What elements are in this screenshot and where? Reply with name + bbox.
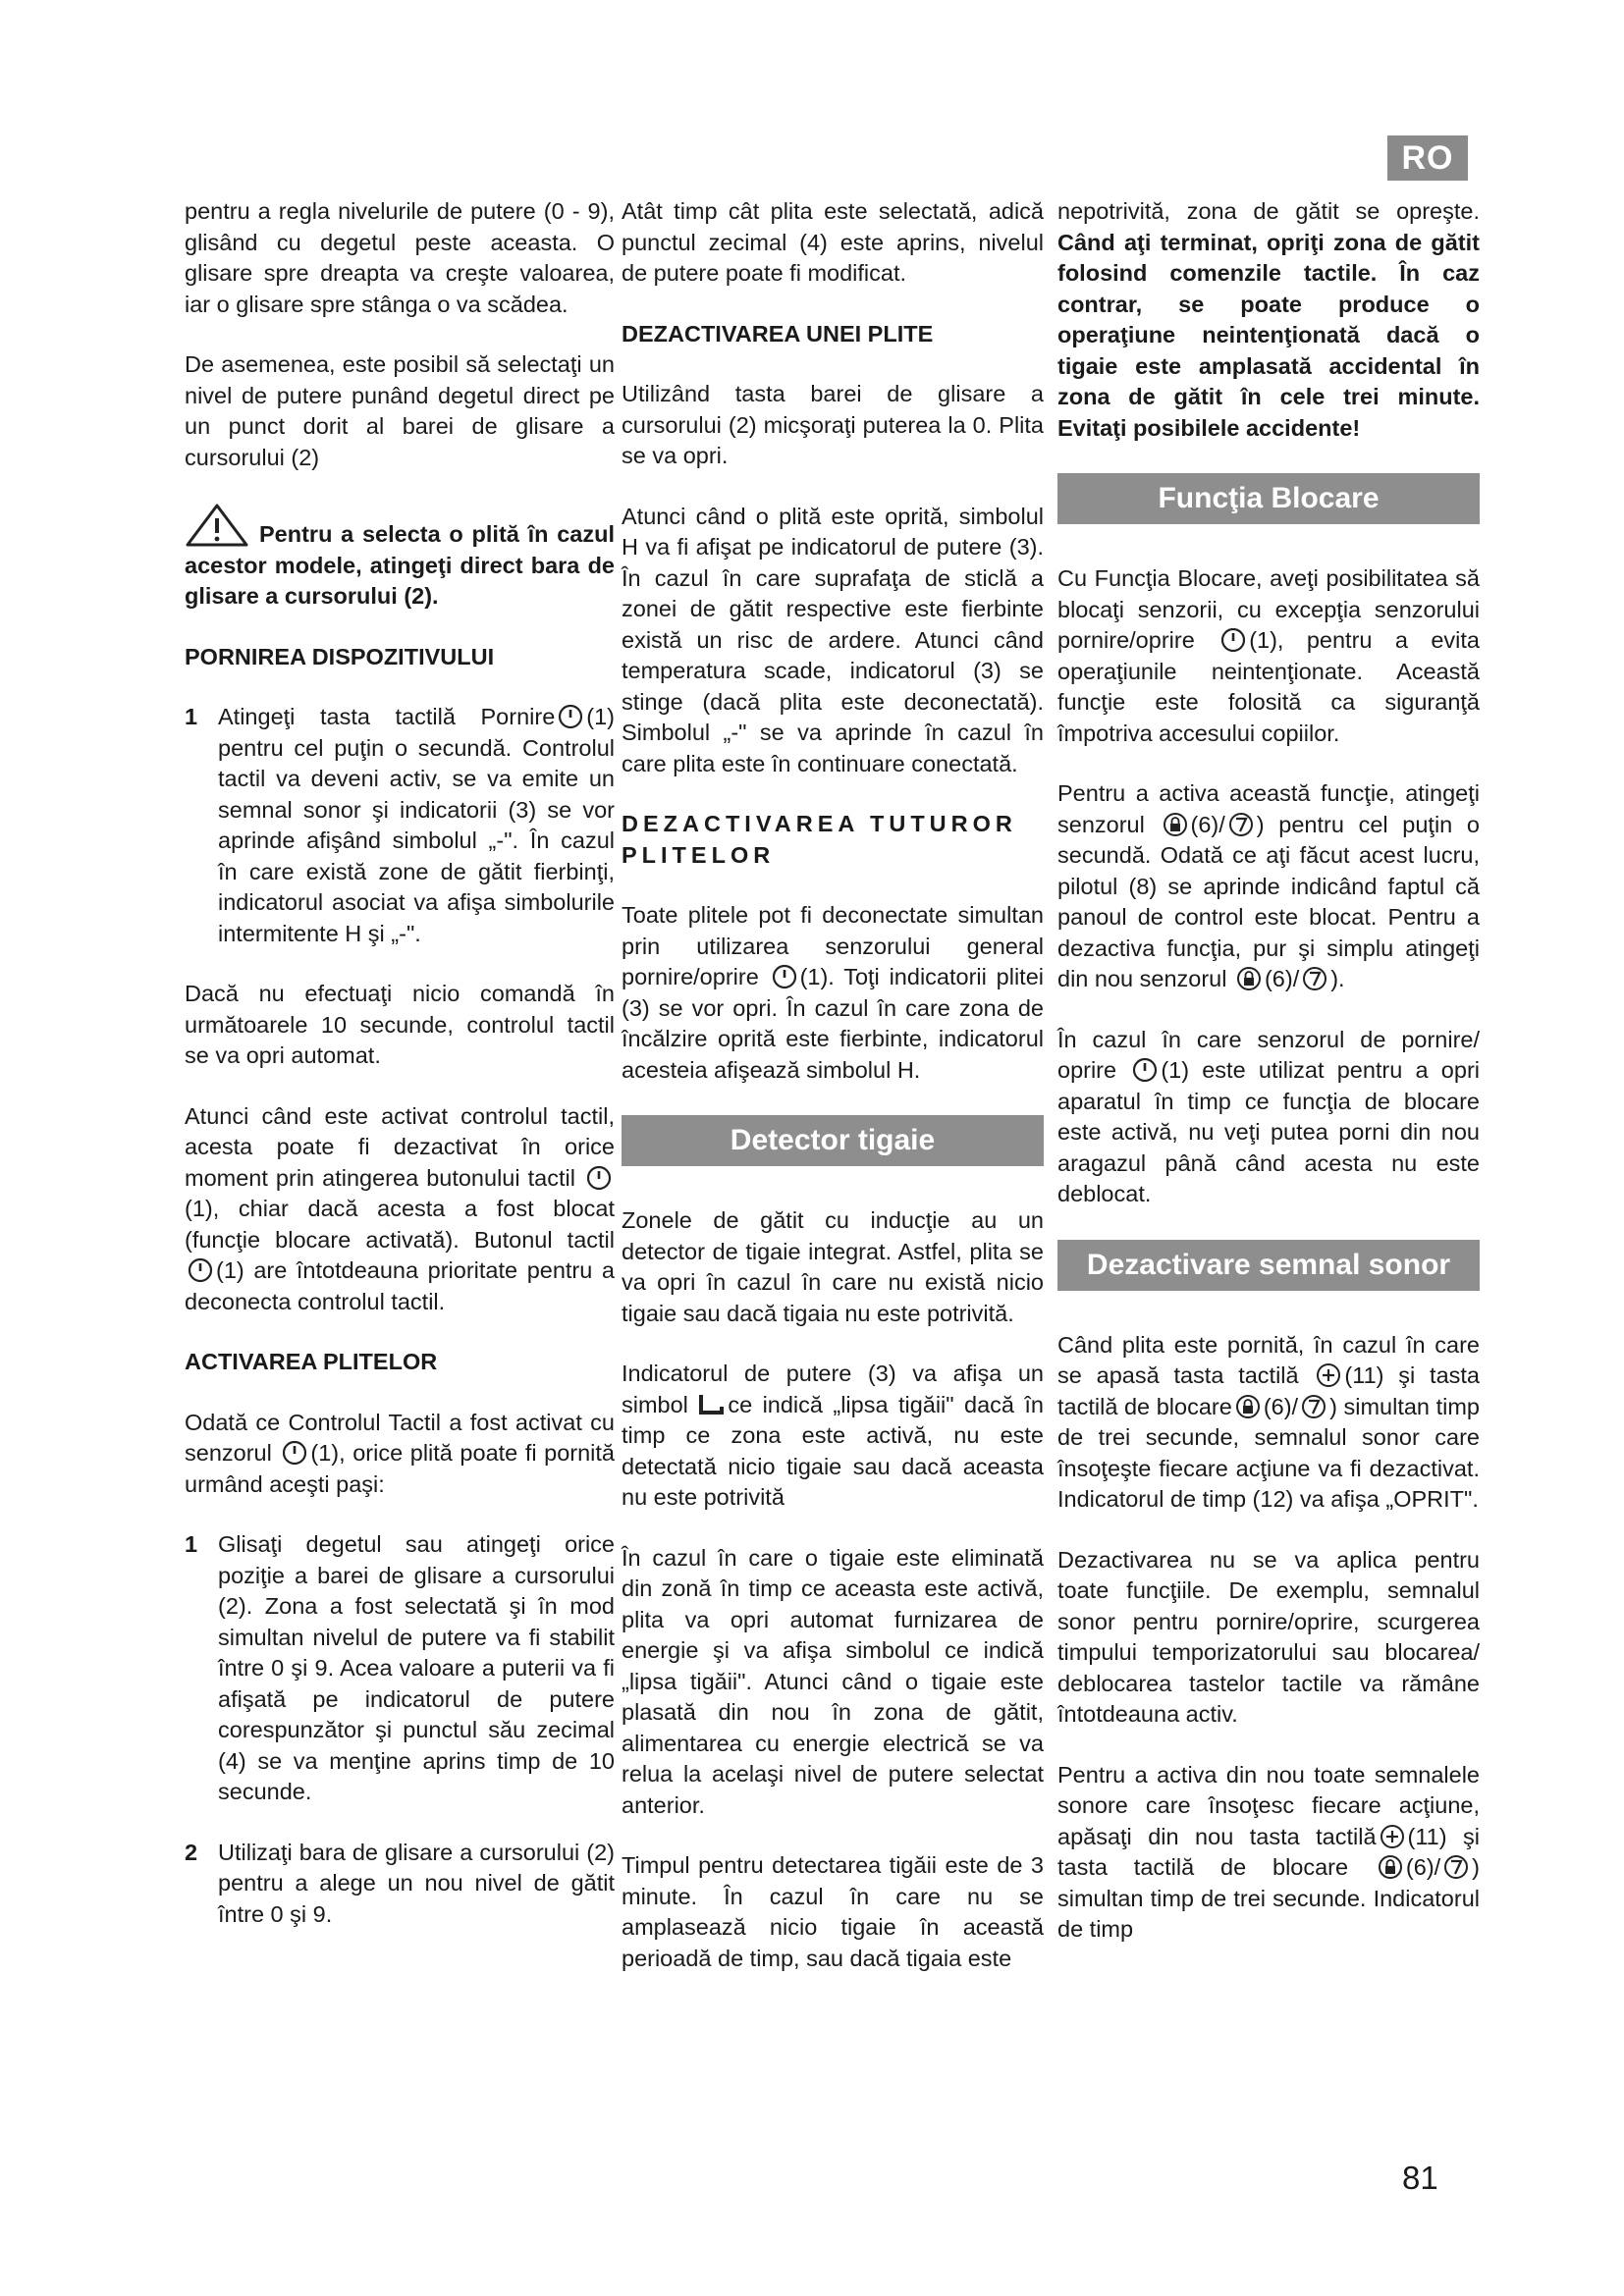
section-banner-dezactivare-semnal-sonor: Dezactivare semnal sonor — [1057, 1240, 1480, 1291]
key-7-icon — [1228, 812, 1254, 837]
lock-icon — [1378, 1854, 1403, 1880]
text-part: Indicatorul de putere (3) va afişa un simbol — [622, 1361, 1044, 1417]
paragraph: Atunci când o plită este oprită, simbolul H va fi afişat pe indicatorul de putere (3). În cazul în care suprafaţa de sticlă a zonei de gătit respective este fierbinte există un risc de ardere. Atunci când temperatura scade, indicatorul (3) se stinge (dacă plita este deconectată). Simbolul „-" se va aprinde în cazul în care plita este în continuare conectată. — [622, 503, 1044, 776]
power-icon — [586, 1165, 612, 1191]
section-banner-detector-tigaie: Detector tigaie — [622, 1115, 1044, 1166]
column-2 — [622, 196, 1044, 2003]
plus-icon — [1380, 1824, 1405, 1849]
text-part: ) pentru cel puţin o secundă. Odată ce aţi făcut acest lucru, pilotul (8) se aprinde indicând faptul că panoul de control este blocat. Pentru a dezactiva funcţia, pur şi simplu atingeţi din nou senzorul — [1057, 811, 1480, 991]
key-7-icon — [1301, 1394, 1326, 1419]
paragraph — [1057, 1760, 1480, 1946]
power-icon — [558, 704, 583, 729]
text-part: (1), chiar dacă acesta a fost blocat (funcţie blocare activată). Butonul tactil — [185, 1196, 615, 1253]
text-part: (6)/ — [1190, 811, 1225, 837]
step-number: 2 — [185, 1839, 198, 1865]
paragraph: Atât timp cât plita este selectată, adică punctul zecimal (4) este aprins, nivelul de putere poate fi modificat. — [622, 198, 1044, 286]
step-1 — [185, 1529, 615, 1808]
text-part: (11) şi tasta tactilă de blocare — [1057, 1362, 1480, 1419]
text-part: ) simultan timp de trei secunde. Indicatorul de timp — [1057, 1854, 1480, 1942]
warning-text: Pentru a selecta o plită în cazul acestor modele, atingeţi direct bara de glisare a cursorului (2). — [185, 521, 615, 609]
paragraph: pentru a regla nivelurile de putere (0 - 9), glisând cu degetul peste aceasta. O glisare spre dreapta va creşte valoarea, iar o glisare spre stânga o va scădea. — [185, 198, 615, 317]
step-2 — [185, 1838, 615, 1931]
heading-dezactivarea-tuturor: DEZACTIVAREA TUTUROR PLITELOR — [622, 811, 1017, 868]
step-number: 1 — [185, 704, 198, 729]
paragraph: De asemenea, este posibil să selectaţi un nivel de putere punând degetul direct pe un punct dorit al barei de glisare a cursorului (2) — [185, 351, 615, 470]
text-part: Pentru a activa din nou toate semnalele sonore care însoţesc fiecare acţiune, apăsaţi din nou tasta tactilă — [1057, 1761, 1480, 1849]
heading-activarea: ACTIVAREA PLITELOR — [185, 1349, 438, 1374]
warning-note — [185, 503, 615, 613]
text-part: În cazul în care senzorul de pornire/ oprire — [1057, 1026, 1480, 1083]
paragraph — [1057, 196, 1480, 444]
text-part: (1) are întotdeauna prioritate pentru a deconecta controlul tactil. — [185, 1257, 615, 1314]
text-part: ) simultan timp de trei secunde, semnalul sonor care însoţeşte fiecare acţiune va fi dezactivat. Indicatorul de timp (12) va afişa „OPRIT". — [1057, 1393, 1480, 1512]
text-part: Odată ce Controlul Tactil a fost activat cu senzorul — [185, 1409, 615, 1466]
key-7-icon — [1302, 966, 1327, 991]
section-banner-functia-blocare: Funcţia Blocare — [1057, 473, 1480, 524]
text-part: ). — [1330, 966, 1345, 991]
paragraph: Zonele de gătit cu inducţie au un detector de tigaie integrat. Astfel, plita se va opri în cazul în care nu există nicio tigaie sau dacă tigaia nu este potrivită. — [622, 1207, 1044, 1326]
paragraph: Dezactivarea nu se va aplica pentru toate funcţiile. De exemplu, semnalul sonor pentru pornire/oprire, scurgerea timpului temporizatorului sau blocarea/ deblocarea tastelor tactile va rămâne întotdeauna activ. — [1057, 1546, 1480, 1727]
paragraph: În cazul în care o tigaie este eliminată din zonă în timp ce aceasta este activă, plita va opri automat furnizarea de energie şi va afişa simbolul ce indică „lipsa tigăii". Atunci când o tigaie este plasată din nou în zona de gătit, alimentarea cu energie electrică se va relua la acelaşi nivel de putere selectat anterior. — [622, 1544, 1044, 1818]
step-number: 1 — [185, 1531, 198, 1557]
paragraph — [1057, 1330, 1480, 1516]
page-number: 81 — [1402, 2160, 1438, 2196]
paragraph: Utilizând tasta barei de glisare a cursorului (2) micşoraţi puterea la 0. Plita se va opri. — [622, 381, 1044, 468]
power-icon — [1132, 1057, 1158, 1083]
plus-icon — [1316, 1362, 1341, 1388]
paragraph: Timpul pentru detectarea tigăii este de 3 minute. În cazul în care nu se amplasează nicio tigaie în această perioadă de timp, sau dacă tigaia este — [622, 1852, 1044, 1971]
paragraph — [1057, 778, 1480, 995]
text-part: nepotrivită, zona de gătit se opreşte. — [1057, 198, 1480, 224]
paragraph — [185, 1408, 615, 1501]
text-part: Pentru a activa această funcţie, atingeţi senzorul — [1057, 780, 1480, 837]
step-1 — [185, 702, 615, 949]
text-part: (6)/ — [1264, 966, 1300, 991]
paragraph — [1057, 1025, 1480, 1210]
heading-pornirea: PORNIREA DISPOZITIVULUI — [185, 643, 495, 669]
power-icon — [282, 1440, 307, 1466]
power-icon — [1220, 627, 1246, 653]
paragraph — [185, 1101, 615, 1318]
text-part: (1), pentru a evita operaţiunile neintenţionate. Această funcţie este folosită ca siguranţă împotriva accesului copiilor. — [1057, 627, 1481, 746]
step-text-part: Atingeţi tasta tactilă Pornire — [218, 704, 556, 729]
text-part: Cu Funcţia Blocare, aveţi posibilitatea să blocaţi senzorii, cu excepţia senzorului pornire/oprire — [1057, 565, 1480, 653]
lock-icon — [1163, 812, 1188, 837]
text-part: (1), orice plită poate fi pornită urmând aceşti paşi: — [185, 1440, 615, 1497]
text-part: (6)/ — [1263, 1393, 1299, 1419]
step-text: Utilizaţi bara de glisare a cursorului (2) pentru a alege un nou nivel de gătit între 0 şi 9. — [218, 1839, 615, 1927]
paragraph — [622, 1359, 1044, 1514]
text-part: (1). Toţi indicatorii plitei (3) se vor opri. În cazul în care zona de încălzire oprită este fierbinte, indicatorul acesteia afişează simbolul H. — [622, 964, 1044, 1083]
text-part: (6)/ — [1405, 1854, 1441, 1880]
step-text: Glisaţi degetul sau atingeţi orice poziţie a barei de glisare a cursorului (2). Zona a fost selectată şi în mod simultan nivelul de putere va fi stabilit între 0 şi 9. Acea valoare a puterii va fi afişată pe indicatorul de putere corespunzător şi punctul său zecimal (4) se va menţine aprins timp de 10 secunde. — [218, 1531, 615, 1804]
key-7-icon — [1443, 1854, 1469, 1880]
text-part: (11) şi tasta tactilă de blocare — [1057, 1823, 1480, 1880]
language-badge: RO — [1387, 135, 1468, 181]
power-icon — [772, 964, 797, 989]
column-3 — [1057, 196, 1480, 1975]
text-part: Atunci când este activat controlul tactil, acesta poate fi dezactivat în orice moment prin atingerea butonului tactil — [185, 1102, 615, 1191]
power-icon — [188, 1257, 213, 1283]
text-part: ce indică „lipsa tigăii" dacă în timp ce zona este activă, nu este detectată nicio tigaie sau dacă aceasta nu este potrivită — [622, 1391, 1044, 1510]
warning-bold-text: Când aţi terminat, opriţi zona de gătit folosind comenzile tactile. În caz contrar, se poate produce o operaţiune neintenţionată dacă o tigaie este amplasată accidental în zona de gătit în cele trei minute. Evitaţi posibilele accidente! — [1057, 229, 1480, 441]
column-1 — [185, 196, 615, 1959]
paragraph — [1057, 563, 1480, 749]
text-part: (1) este utilizat pentru a opri aparatul în timp ce funcţia de blocare este activă, nu veţi putea porni din nou aragazul până când acesta nu este deblocat. — [1057, 1057, 1480, 1206]
lock-icon — [1236, 966, 1262, 991]
paragraph — [622, 900, 1044, 1086]
step-text — [218, 702, 615, 949]
text-part: Toate plitele pot fi deconectate simultan prin utilizarea senzorului general pornire/oprire — [622, 902, 1044, 989]
lock-icon — [1235, 1394, 1261, 1419]
text-part: Când plita este pornită, în cazul în care se apasă tasta tactilă — [1057, 1331, 1480, 1388]
paragraph: Dacă nu efectuaţi nicio comandă în următoarele 10 secunde, controlul tactil se va opri automat. — [185, 981, 615, 1068]
no-pan-symbol-icon — [698, 1393, 728, 1416]
step-text-part: (1) pentru cel puţin o secundă. Controlul tactil va deveni activ, se va emite un semnal sonor şi indicatorii (3) se vor aprinde afişând simbolul „-". În cazul în care există zone de gătit fierbinţi, indicatorul asociat va afişa simbolurile intermitente H şi „-". — [218, 704, 615, 946]
warning-icon — [185, 503, 249, 548]
heading-dezactivarea-unei-plite: DEZACTIVAREA UNEI PLITE — [622, 320, 934, 347]
